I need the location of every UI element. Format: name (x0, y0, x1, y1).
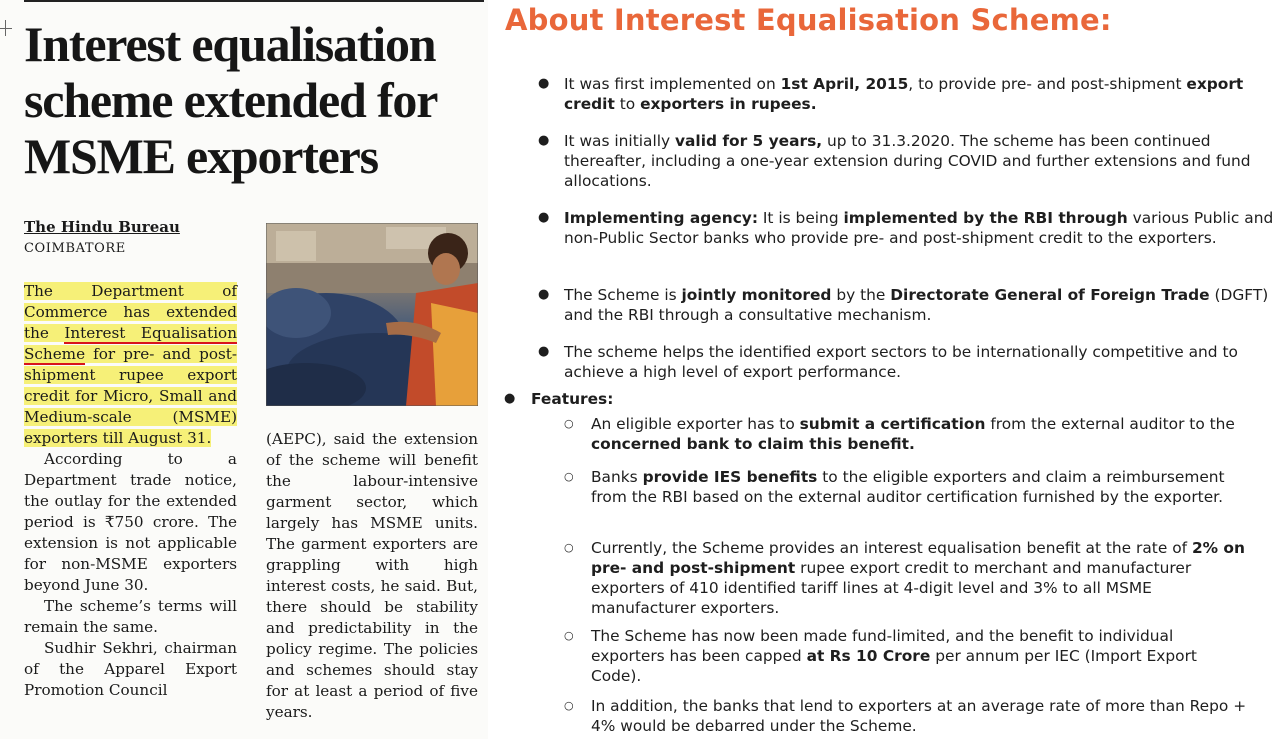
slide-title: About Interest Equalisation Scheme: (505, 3, 1112, 37)
photo-illustration (266, 223, 478, 406)
feature-certification: ○ An eligible exporter has to submit a certification from the external auditor to the concerned bank to claim this benefit. (564, 415, 1235, 453)
bullet-dot: ● (538, 76, 550, 91)
bullet-dot: ● (504, 391, 516, 406)
headline-line: MSME exporters (24, 128, 378, 184)
bullet-jointly-monitored: ● The Scheme is jointly monitored by the Directorate General of Foreign Trade (DGFT) and the RBI through a consultative mechanism. (538, 286, 1269, 324)
circle-bullet: ○ (564, 699, 574, 712)
bullet-competitiveness: ● The scheme helps the identified export sectors to be internationally competitive and to achieve a high level of export performance. (538, 343, 1238, 381)
headline-line: scheme extended for (24, 72, 438, 128)
circle-bullet: ○ (564, 629, 574, 642)
bullet-implementing-agency: ● Implementing agency: It is being implemented by the RBI through various Public and non-Public Sector banks who provide pre- and post-shipment credit to the exporters. (538, 209, 1274, 247)
garment-worker-photo (266, 223, 478, 406)
bullet-first-implemented: ● It was first implemented on 1st April, 2015, to provide pre- and post-shipment export credit to exporters in rupees. (538, 75, 1244, 113)
article-headline (24, 16, 474, 184)
circle-bullet: ○ (564, 541, 574, 554)
body-paragraph: The scheme’s terms will remain the same. (24, 597, 237, 636)
body-paragraph: Sudhir Sekhri, chairman of the Apparel Export Promotion Council (24, 639, 237, 699)
bullet-dot: ● (538, 344, 550, 359)
circle-bullet: ○ (564, 417, 574, 430)
crop-mark (0, 28, 12, 29)
newspaper-clipping (0, 0, 488, 739)
highlighted-text: for pre- and post-shipment rupee export credit for Micro, Small and Medium-scale (MSME) exporters till August 31. (24, 345, 237, 447)
headline-line: Interest equalisation (24, 16, 436, 72)
byline: The Hindu Bureau (24, 218, 180, 236)
bullet-validity: ● It was initially valid for 5 years, up to 31.3.2020. The scheme has been continued thereafter, including a one-year extension during COVID and further extensions and fund allocations. (538, 132, 1251, 190)
feature-debarred: ○ In addition, the banks that lend to exporters at an average rate of more than Repo + 4% would be debarred under the Scheme. (564, 697, 1247, 735)
feature-bank-benefits: ○ Banks provide IES benefits to the eligible exporters and claim a reimbursement from the RBI based on the external auditor certification furnished by the exporter. (564, 468, 1225, 506)
body-paragraph: (AEPC), said the extension of the scheme will benefit the labour-intensive garment sector, which largely has MSME units. The garment exporters are grappling with high interest costs, he said. But, there should be stability and predictability in the policy regime. The policies and schemes should stay for at least a period of five years. (266, 430, 478, 721)
article-column-2 (266, 429, 478, 723)
bullet-dot: ● (538, 133, 550, 148)
article-column-1 (24, 281, 237, 701)
body-paragraph: According to a Department trade notice, the outlay for the extended period is ₹750 crore. The extension is not applicable for non-MSME exporters beyond June 30. (24, 450, 237, 594)
top-rule (24, 0, 484, 2)
bullet-dot: ● (538, 210, 550, 225)
crop-mark (5, 20, 6, 36)
bullet-dot: ● (538, 287, 550, 302)
lead-paragraph (24, 281, 237, 449)
highlighted-text: The Department of Commerce has extended the (24, 282, 237, 342)
features-heading: ● Features: (504, 390, 614, 408)
feature-fund-limited: ○ The Scheme has now been made fund-limited, and the benefit to individual exporters has been capped at Rs 10 Crore per annum per IEC (Import Export Code). (564, 627, 1197, 685)
circle-bullet: ○ (564, 470, 574, 483)
feature-current-rate: ○ Currently, the Scheme provides an interest equalisation benefit at the rate of 2% on pre- and post-shipment rupee export credit to merchant and manufacturer exporters of 410 identified tariff lines at 4-digit level and 3% to all MSME manufacturer exporters. (564, 539, 1245, 617)
dateline: COIMBATORE (24, 241, 126, 256)
underlined-scheme-name: Interest Equalisation Scheme (24, 324, 237, 363)
